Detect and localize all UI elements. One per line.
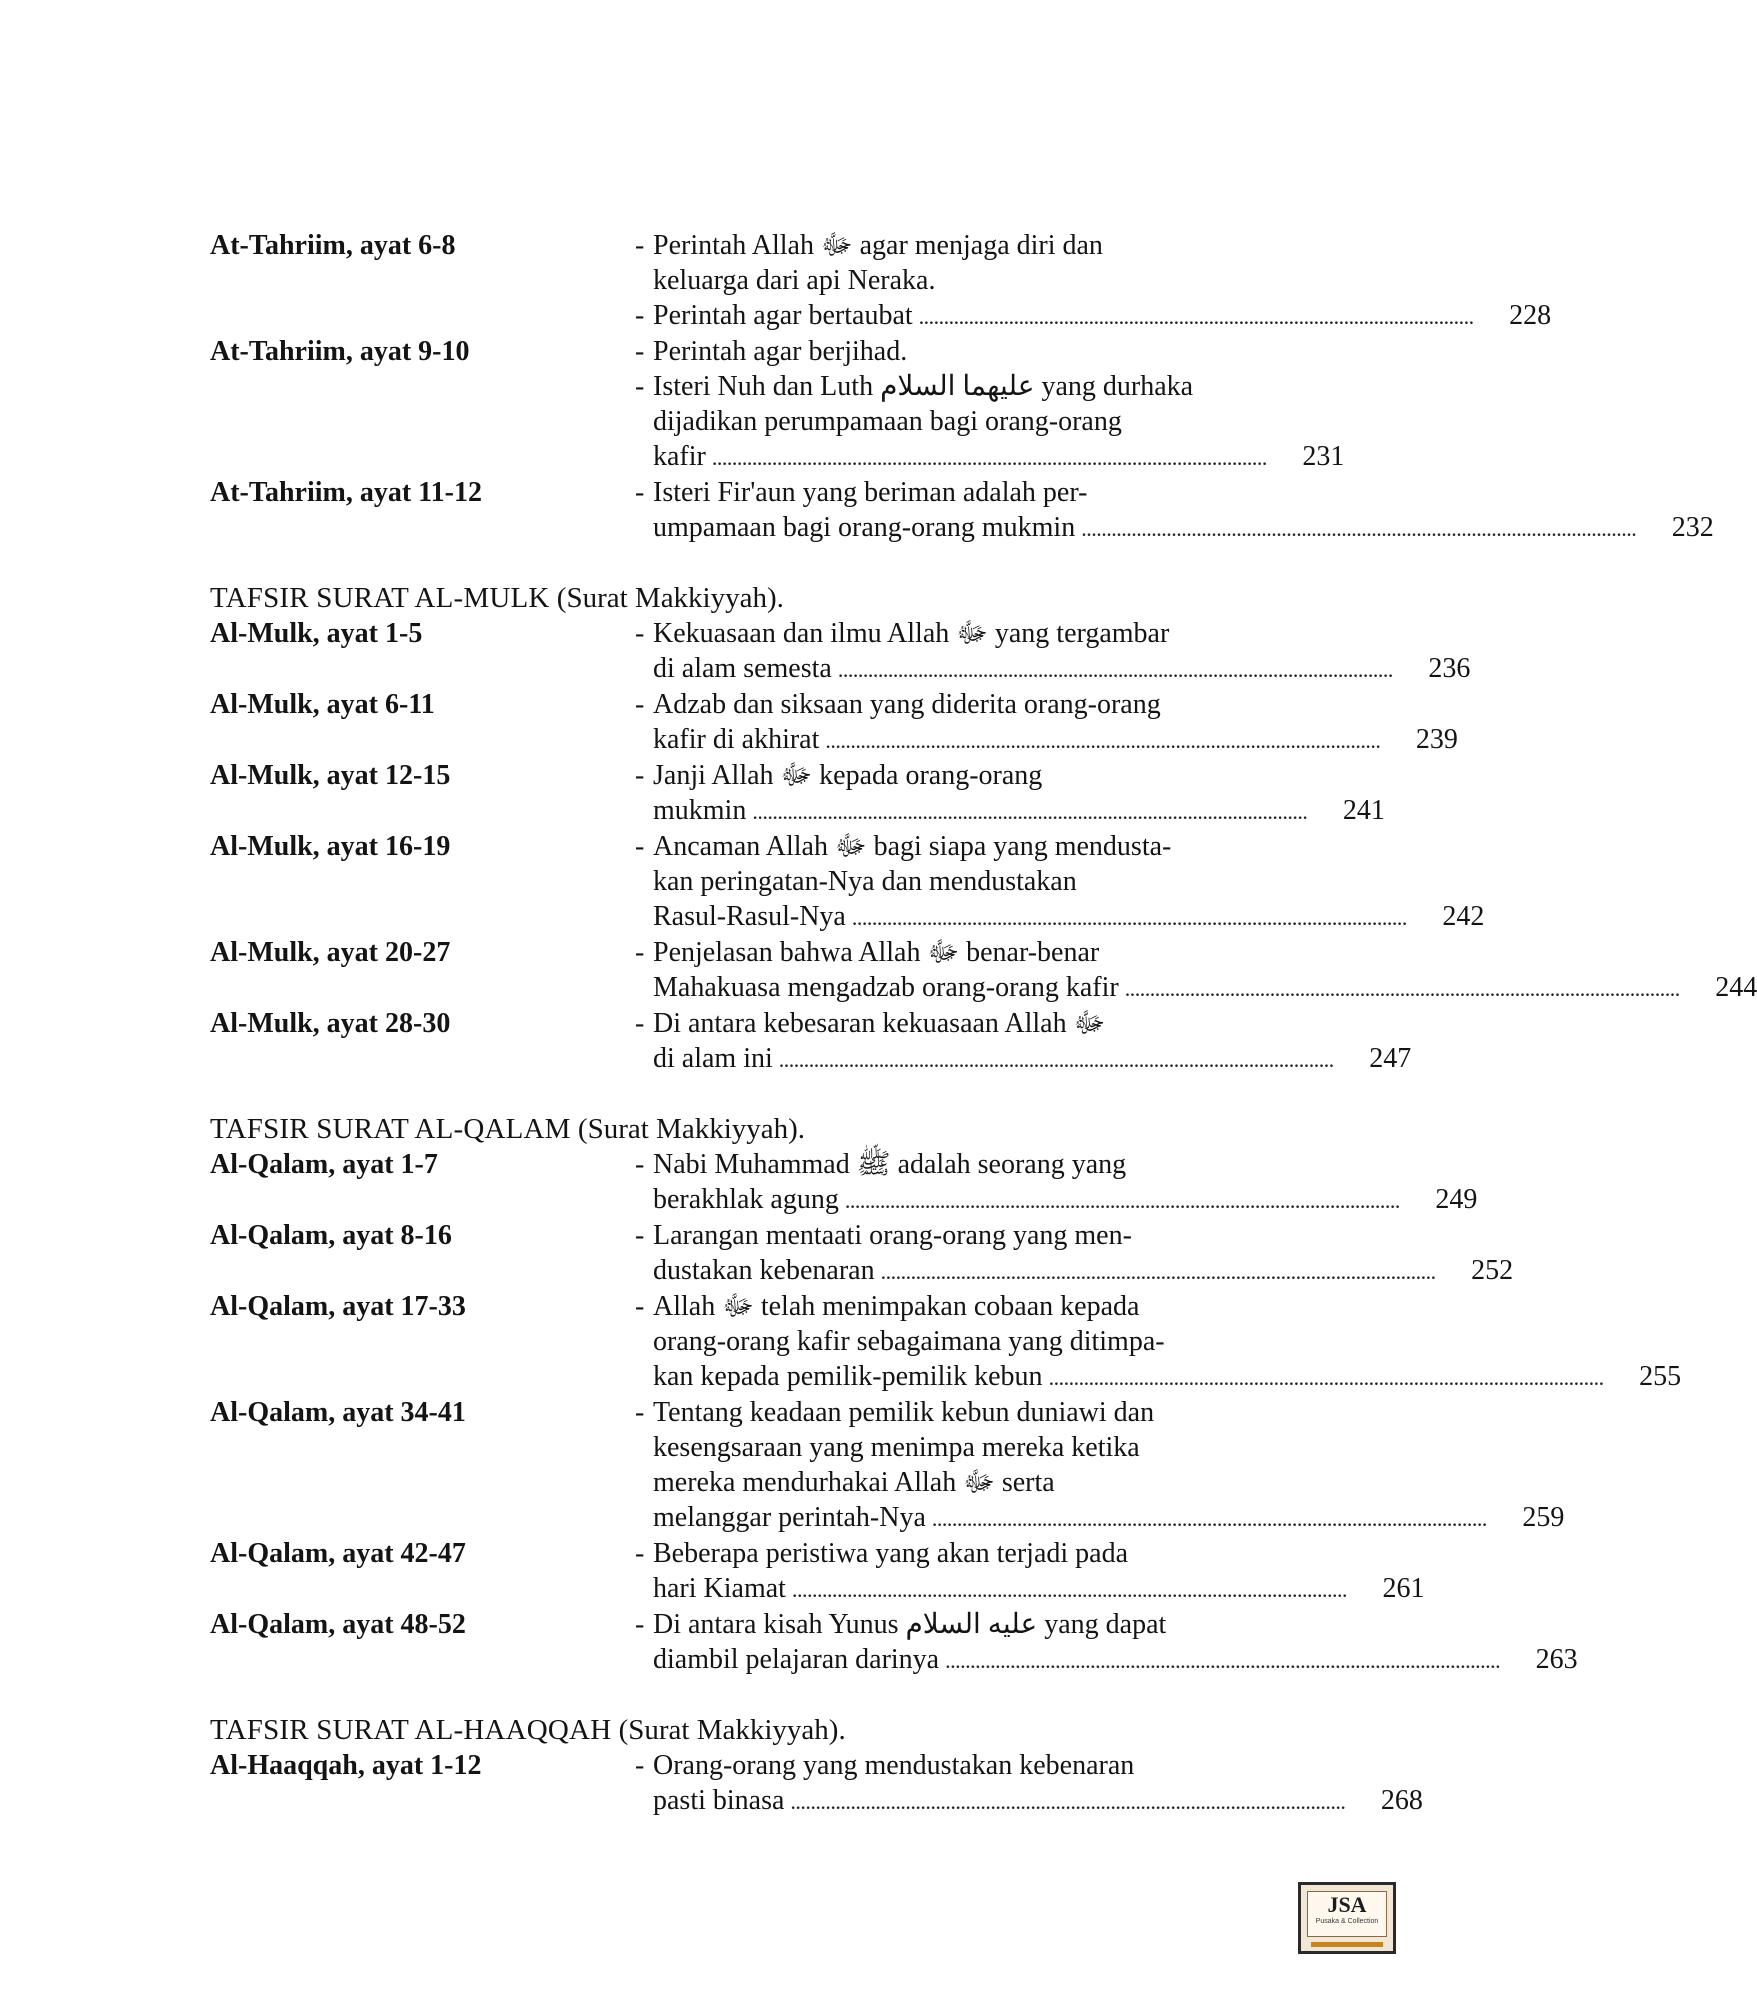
topic-text: Rasul-Rasul-Nya <box>653 901 846 932</box>
dot-leader <box>752 793 1305 829</box>
topic-dash: - <box>635 1291 645 1322</box>
entry-topics <box>635 1218 1513 1289</box>
topic-line <box>635 404 1344 439</box>
ayat-reference: At-Tahriim, ayat 9-10 <box>210 336 470 367</box>
ayat-reference: Al-Mulk, ayat 20-27 <box>210 937 451 968</box>
topic-dash: - <box>635 937 645 968</box>
topic-dash: - <box>635 371 645 402</box>
entry-topics <box>635 829 1484 935</box>
page-number: 232 <box>1671 512 1714 543</box>
topic-dash: - <box>635 760 645 791</box>
dot-leader <box>845 1182 1398 1218</box>
topic-line <box>635 1571 1424 1607</box>
topic-item <box>635 1536 1424 1607</box>
entry-topics <box>635 1289 1681 1395</box>
topic-line <box>635 864 1484 899</box>
toc-entry <box>210 228 1552 334</box>
topic-line <box>635 1182 1477 1218</box>
topic-line <box>635 1359 1681 1395</box>
topic-line <box>635 616 1470 651</box>
entry-topics <box>635 334 1344 475</box>
topic-item <box>635 829 1484 935</box>
topic-line <box>635 687 1458 722</box>
dot-leader <box>945 1642 1498 1678</box>
topic-line <box>635 1324 1681 1359</box>
section-title <box>210 1112 1340 1147</box>
dot-leader <box>825 722 1378 758</box>
entry-topics <box>635 1395 1564 1536</box>
topic-text: kan peringatan-Nya dan mendustakan <box>653 866 1077 897</box>
page-number: 231 <box>1302 441 1345 472</box>
topic-text: Penjelasan bahwa Allah ﷻ benar-benar <box>653 937 1100 968</box>
ayat-reference: Al-Qalam, ayat 8-16 <box>210 1220 452 1251</box>
logo-base-bar <box>1311 1942 1383 1947</box>
topic-text: orang-orang kafir sebagaimana yang ditimpa- <box>653 1326 1165 1357</box>
topic-item <box>635 1147 1477 1218</box>
topic-text: Beberapa peristiwa yang akan terjadi pada <box>653 1538 1129 1569</box>
topic-text: Di antara kisah Yunus عليه السلام yang dapat <box>653 1609 1167 1640</box>
topic-text: umpamaan bagi orang-orang mukmin <box>653 512 1076 543</box>
topic-text: Orang-orang yang mendustakan kebenaran <box>653 1750 1135 1781</box>
topic-text: dustakan kebenaran <box>653 1255 875 1286</box>
topic-text: mereka mendurhakai Allah ﷻ serta <box>653 1467 1055 1498</box>
dot-leader <box>712 439 1265 475</box>
topic-dash: - <box>635 1750 645 1781</box>
topic-item <box>635 475 1714 546</box>
topic-line <box>635 1607 1578 1642</box>
topic-dash: - <box>635 1397 645 1428</box>
topic-line <box>635 334 1344 369</box>
logo-subtext: Pusaka & Collection <box>1315 1918 1379 1925</box>
topic-line <box>635 1783 1423 1819</box>
page-number: 252 <box>1471 1255 1514 1286</box>
section-title-label: TAFSIR SURAT AL-MULK <box>210 582 550 614</box>
topic-text: di alam semesta <box>653 653 832 684</box>
dot-leader <box>792 1571 1345 1607</box>
topic-line <box>635 1289 1681 1324</box>
topic-line <box>635 1748 1423 1783</box>
section-gap <box>210 1077 1340 1112</box>
dot-leader <box>1125 970 1678 1006</box>
topic-line <box>635 1430 1564 1465</box>
topic-item <box>635 1218 1513 1289</box>
section-gap <box>210 546 1340 581</box>
toc-entry <box>210 758 1385 829</box>
topic-line <box>635 439 1344 475</box>
dot-leader <box>852 899 1405 935</box>
ayat-reference: Al-Mulk, ayat 16-19 <box>210 831 451 862</box>
dot-leader <box>1081 510 1634 546</box>
topic-line <box>635 1536 1424 1571</box>
entry-topics <box>635 687 1458 758</box>
ayat-reference: Al-Qalam, ayat 48-52 <box>210 1609 466 1640</box>
topic-dash: - <box>635 831 645 862</box>
entry-topics <box>635 758 1385 829</box>
topic-dash: - <box>635 230 645 261</box>
logo-text: JSA <box>1327 1892 1367 1917</box>
dot-leader <box>932 1500 1485 1536</box>
dot-leader <box>838 651 1391 687</box>
entry-topics <box>635 228 1551 334</box>
section-title <box>210 581 1340 616</box>
topic-text: Di antara kebesaran kekuasaan Allah ﷻ <box>653 1008 1106 1039</box>
section-title-label: TAFSIR SURAT AL-HAAQQAH <box>210 1714 612 1746</box>
ayat-reference: Al-Qalam, ayat 1-7 <box>210 1149 438 1180</box>
topic-text: kafir di akhirat <box>653 724 820 755</box>
toc-entry <box>210 334 1345 475</box>
topic-dash: - <box>635 300 645 331</box>
topic-line <box>635 1395 1564 1430</box>
topic-dash: - <box>635 1149 645 1180</box>
publisher-logo <box>1298 1882 1396 1954</box>
entry-topics <box>635 1748 1423 1819</box>
page-number: 255 <box>1639 1361 1682 1392</box>
topic-line <box>635 1006 1411 1041</box>
topic-text: Nabi Muhammad ﷺ adalah seorang yang <box>653 1149 1127 1180</box>
section-title-suffix: (Surat Makkiyyah). <box>556 582 784 614</box>
topic-text: pasti binasa <box>653 1785 785 1816</box>
ayat-reference: Al-Mulk, ayat 28-30 <box>210 1008 451 1039</box>
topic-line <box>635 1465 1564 1500</box>
topic-item <box>635 334 1344 369</box>
page-number: 239 <box>1415 724 1458 755</box>
toc-entry <box>210 1289 1682 1395</box>
topic-line <box>635 970 1757 1006</box>
topic-dash: - <box>635 477 645 508</box>
dot-leader <box>1049 1359 1602 1395</box>
topic-line <box>635 758 1385 793</box>
toc-entry <box>210 935 1757 1006</box>
entry-topics <box>635 1147 1477 1218</box>
entry-topics <box>635 1607 1578 1678</box>
topic-line <box>635 793 1385 829</box>
topic-dash: - <box>635 618 645 649</box>
ayat-reference: Al-Haaqqah, ayat 1-12 <box>210 1750 482 1781</box>
toc-entry <box>210 1147 1478 1218</box>
topic-text: Isteri Fir'aun yang beriman adalah per- <box>653 477 1088 508</box>
page-number: 244 <box>1715 972 1757 1003</box>
topic-item <box>635 935 1757 1006</box>
table-of-contents <box>210 228 1757 1819</box>
topic-dash: - <box>635 1538 645 1569</box>
toc-entry <box>210 616 1471 687</box>
page-number: 236 <box>1428 653 1471 684</box>
topic-item <box>635 758 1385 829</box>
topic-text: Perintah agar berjihad. <box>653 336 908 367</box>
toc-entry <box>210 1395 1565 1536</box>
topic-text: Perintah agar bertaubat <box>653 300 913 331</box>
page-number: 268 <box>1380 1785 1423 1816</box>
ayat-reference: At-Tahriim, ayat 11-12 <box>210 477 482 508</box>
topic-line <box>635 298 1551 334</box>
topic-item <box>635 1748 1423 1819</box>
topic-text: diambil pelajaran darinya <box>653 1644 940 1675</box>
entry-topics <box>635 616 1470 687</box>
ayat-reference: Al-Qalam, ayat 42-47 <box>210 1538 466 1569</box>
topic-item <box>635 228 1551 298</box>
topic-text: berakhlak agung <box>653 1184 839 1215</box>
entry-topics <box>635 1536 1424 1607</box>
ayat-reference: Al-Qalam, ayat 17-33 <box>210 1291 466 1322</box>
topic-text: kan kepada pemilik-pemilik kebun <box>653 1361 1043 1392</box>
toc-entry <box>210 687 1458 758</box>
topic-line <box>635 369 1344 404</box>
ayat-reference: At-Tahriim, ayat 6-8 <box>210 230 456 261</box>
page-number: 249 <box>1435 1184 1478 1215</box>
section-title-label: TAFSIR SURAT AL-QALAM <box>210 1113 571 1145</box>
dot-leader <box>919 298 1472 334</box>
entry-topics <box>635 475 1714 546</box>
topic-line <box>635 1147 1477 1182</box>
topic-text: Larangan mentaati orang-orang yang men- <box>653 1220 1132 1251</box>
ayat-reference: Al-Mulk, ayat 6-11 <box>210 689 435 720</box>
topic-line <box>635 722 1458 758</box>
toc-entry <box>210 1748 1423 1819</box>
dot-leader <box>881 1253 1434 1289</box>
ayat-reference: Al-Qalam, ayat 34-41 <box>210 1397 466 1428</box>
topic-text: Tentang keadaan pemilik kebun duniawi dan <box>653 1397 1155 1428</box>
toc-entry <box>210 1218 1514 1289</box>
entry-topics <box>635 1006 1411 1077</box>
topic-text: Allah ﷻ telah menimpakan cobaan kepada <box>653 1291 1140 1322</box>
topic-text: Perintah Allah ﷻ agar menjaga diri dan <box>653 230 1103 261</box>
topic-text: di alam ini <box>653 1043 773 1074</box>
dot-leader <box>790 1783 1343 1819</box>
topic-line <box>635 1253 1513 1289</box>
logo-frame <box>1307 1891 1387 1937</box>
toc-entry <box>210 475 1714 546</box>
topic-line <box>635 1218 1513 1253</box>
toc-entry <box>210 1536 1425 1607</box>
topic-text: Mahakuasa mengadzab orang-orang kafir <box>653 972 1119 1003</box>
topic-dash: - <box>635 1609 645 1640</box>
page-number: 242 <box>1442 901 1485 932</box>
topic-text: Ancaman Allah ﷻ bagi siapa yang mendusta- <box>653 831 1172 862</box>
topic-text: Isteri Nuh dan Luth عليهما السلام yang durhaka <box>653 371 1194 402</box>
topic-line <box>635 263 1551 298</box>
page-number: 259 <box>1522 1502 1565 1533</box>
topic-line <box>635 1642 1578 1678</box>
section-title-suffix: (Surat Makkiyyah). <box>618 1714 846 1746</box>
page-number: 228 <box>1509 300 1552 331</box>
topic-item <box>635 687 1458 758</box>
page-number: 261 <box>1382 1573 1425 1604</box>
page-number: 241 <box>1342 795 1385 826</box>
topic-text: mukmin <box>653 795 747 826</box>
page-number: 247 <box>1369 1043 1412 1074</box>
topic-text: melanggar perintah-Nya <box>653 1502 926 1533</box>
toc-entry <box>210 1607 1578 1678</box>
topic-line <box>635 935 1757 970</box>
topic-item <box>635 298 1551 334</box>
topic-text: Kekuasaan dan ilmu Allah ﷻ yang tergambar <box>653 618 1170 649</box>
topic-line <box>635 829 1484 864</box>
topic-line <box>635 1041 1411 1077</box>
page-number: 263 <box>1535 1644 1578 1675</box>
topic-dash: - <box>635 1008 645 1039</box>
topic-line <box>635 899 1484 935</box>
topic-text: kesengsaraan yang menimpa mereka ketika <box>653 1432 1140 1463</box>
topic-text: hari Kiamat <box>653 1573 786 1604</box>
topic-dash: - <box>635 1220 645 1251</box>
topic-text: Janji Allah ﷻ kepada orang-orang <box>653 760 1043 791</box>
topic-item <box>635 1607 1578 1678</box>
section-title-suffix: (Surat Makkiyyah). <box>577 1113 806 1145</box>
topic-text: dijadikan perumpamaan bagi orang-orang <box>653 406 1122 437</box>
topic-item <box>635 1395 1564 1536</box>
topic-item <box>635 369 1344 475</box>
topic-text: keluarga dari api Neraka. <box>653 265 936 296</box>
section-gap <box>210 1678 1340 1713</box>
topic-item <box>635 616 1470 687</box>
section-title <box>210 1713 1340 1748</box>
topic-line <box>635 651 1470 687</box>
topic-text: Adzab dan siksaan yang diderita orang-orang <box>653 689 1161 720</box>
entry-topics <box>635 935 1757 1006</box>
topic-dash: - <box>635 336 645 367</box>
topic-item <box>635 1289 1681 1395</box>
topic-line <box>635 228 1551 263</box>
ayat-reference: Al-Mulk, ayat 12-15 <box>210 760 451 791</box>
ayat-reference: Al-Mulk, ayat 1-5 <box>210 618 423 649</box>
topic-line <box>635 1500 1564 1536</box>
topic-text: kafir <box>653 441 706 472</box>
dot-leader <box>779 1041 1332 1077</box>
topic-line <box>635 475 1714 510</box>
toc-entry <box>210 829 1485 935</box>
topic-item <box>635 1006 1411 1077</box>
topic-dash: - <box>635 689 645 720</box>
topic-line <box>635 510 1714 546</box>
toc-entry <box>210 1006 1412 1077</box>
